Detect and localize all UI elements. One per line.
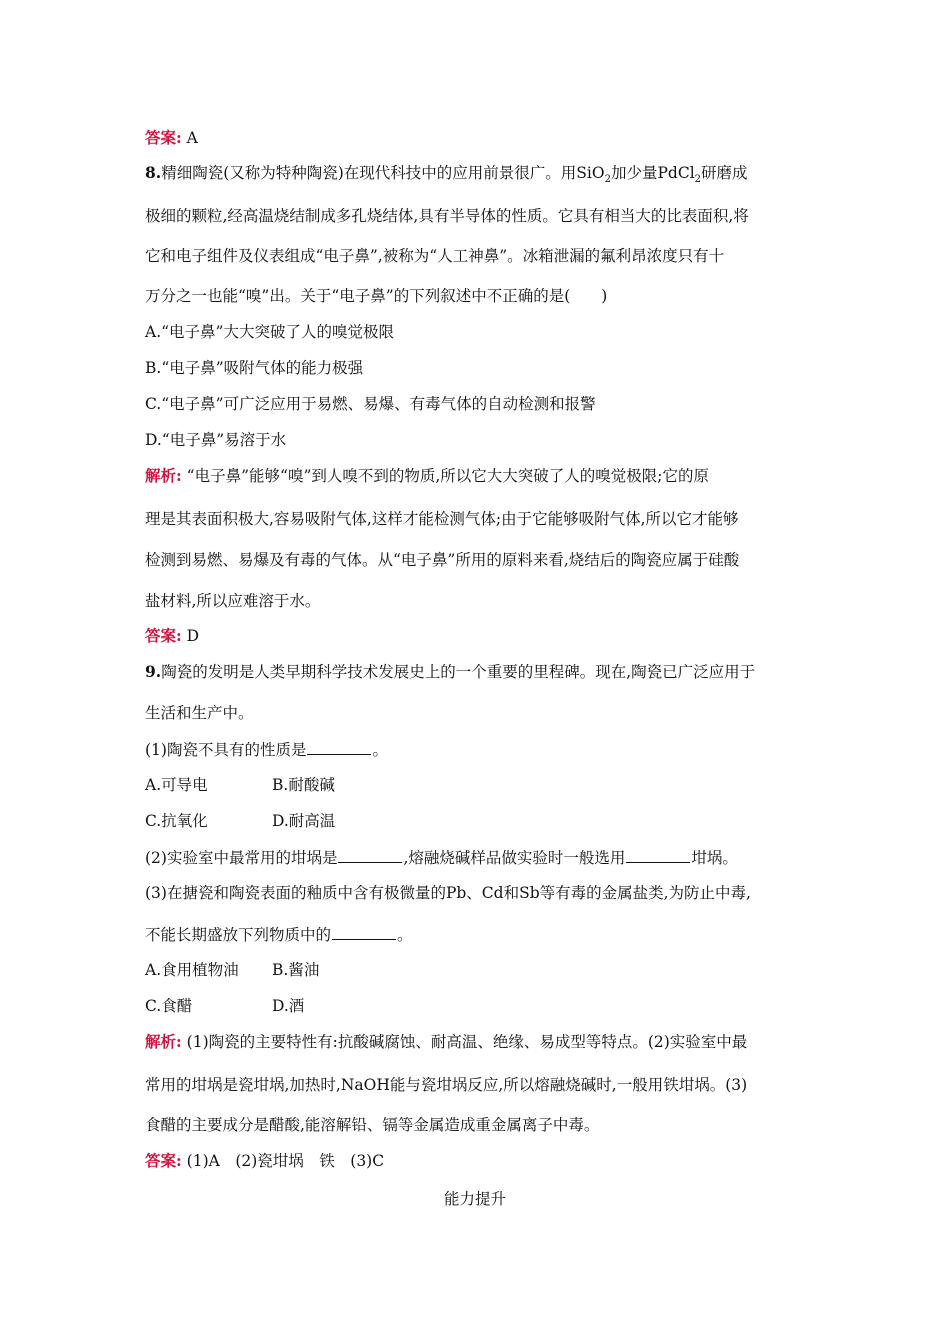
- punctuation: 。: [397, 926, 413, 944]
- analysis-text: “电子鼻”能够“嗅”到人嗅不到的物质,所以它大大突破了人的嗅觉极限;它的原: [186, 467, 710, 485]
- answer-value: (1)A (2)瓷坩埚 铁 (3)C: [186, 1152, 385, 1170]
- part-3-options-row-1: [145, 960, 239, 980]
- answer-blank[interactable]: [626, 847, 690, 863]
- formula-sio2: SiO: [576, 164, 605, 182]
- option-b: B.耐酸碱: [272, 776, 335, 794]
- option-d: D.耐高温: [272, 812, 336, 830]
- analysis-8-line-3: 检测到易燃、易爆及有毒的气体。从“电子鼻”所用的原料来看,烧结后的陶瓷应属于硅酸: [145, 551, 740, 569]
- answer-blank[interactable]: [307, 739, 371, 755]
- option-a: A.“电子鼻”大大突破了人的嗅觉极限: [145, 323, 394, 341]
- analysis-9-line-1: [145, 1032, 747, 1052]
- analysis-label: 解析:: [145, 466, 182, 485]
- question-text: 研磨成: [701, 164, 748, 182]
- answer-9-line: [145, 1151, 384, 1171]
- analysis-8-line-2: 理是其表面积极大,容易吸附气体,这样才能检测气体;由于它能够吸附气体,所以它才能够: [145, 510, 739, 528]
- section-title: 能力提升: [443, 1190, 506, 1208]
- answer-value: D: [186, 627, 200, 645]
- answer-label: 答案:: [145, 1151, 182, 1170]
- answer-label: 答案:: [145, 128, 182, 147]
- question-text: 陶瓷的发明是人类早期科学技术发展史上的一个重要的里程碑。现在,陶瓷已广泛应用于: [161, 663, 756, 681]
- part-1-prompt: [145, 739, 388, 760]
- question-9-line-2: 生活和生产中。: [145, 704, 254, 722]
- option-c: C.食醋: [145, 997, 193, 1015]
- question-number: 8.: [145, 163, 162, 182]
- punctuation: 。: [372, 741, 388, 759]
- subscript: 2: [694, 174, 702, 186]
- option-a: A.食用植物油: [145, 961, 239, 979]
- part-3-prompt-line-1: (3)在搪瓷和陶瓷表面的釉质中含有极微量的Pb、Cd和Sb等有毒的金属盐类,为防止中毒,: [145, 884, 751, 902]
- question-8-line-3: 它和电子组件及仪表组成“电子鼻”,被称为“人工神鼻”。冰箱泄漏的氟利昂浓度只有十: [145, 247, 725, 265]
- answer-8-line: [145, 626, 199, 646]
- question-text: ,熔融烧碱样品做实验时一般选用: [403, 849, 626, 867]
- question-8-line-4: 万分之一也能“嗅”出。关于“电子鼻”的下列叙述中不正确的是( ): [145, 287, 608, 305]
- analysis-text: (1)陶瓷的主要特性有:抗酸碱腐蚀、耐高温、绝缘、易成型等特点。(2)实验室中最: [186, 1033, 748, 1051]
- question-text: (2)实验室中最常用的坩埚是: [145, 849, 338, 867]
- option-d: D.酒: [272, 997, 305, 1015]
- formula-pdcl2: PdCl: [657, 164, 695, 182]
- question-8-line-1: [145, 163, 748, 190]
- answer-value: A: [186, 129, 198, 147]
- question-8-line-2: 极细的颗粒,经高温烧结制成多孔烧结体,具有半导体的性质。它具有相当大的比表面积,将: [145, 207, 749, 225]
- analysis-8-line-1: [145, 466, 709, 486]
- answer-blank[interactable]: [332, 924, 396, 940]
- analysis-label: 解析:: [145, 1032, 182, 1051]
- analysis-8-line-4: 盐材料,所以应难溶于水。: [145, 592, 321, 610]
- part-3-options-row-2: [145, 996, 192, 1016]
- part-1-options-row-2: [145, 811, 208, 831]
- question-text: 不能长期盛放下列物质中的: [145, 926, 332, 944]
- part-2-prompt: [145, 847, 738, 868]
- option-a: A.可导电: [145, 776, 208, 794]
- question-number: 9.: [145, 662, 162, 681]
- question-text: 加少量: [610, 164, 658, 182]
- option-b: B.“电子鼻”吸附气体的能力极强: [145, 359, 364, 377]
- analysis-9-line-2: 常用的坩埚是瓷坩埚,加热时,NaOH能与瓷坩埚反应,所以熔融烧碱时,一般用铁坩埚。(3): [145, 1076, 748, 1094]
- option-c: C.“电子鼻”可广泛应用于易燃、易爆、有毒气体的自动检测和报警: [145, 395, 596, 413]
- answer-blank[interactable]: [338, 847, 402, 863]
- part-3-prompt-line-2: [145, 924, 413, 945]
- option-c: C.抗氧化: [145, 812, 208, 830]
- option-b: B.酱油: [272, 961, 320, 979]
- subscript: 2: [604, 174, 611, 186]
- answer-7-line: [145, 128, 198, 148]
- question-text: (1)陶瓷不具有的性质是: [145, 741, 307, 759]
- analysis-9-line-3: 食醋的主要成分是醋酸,能溶解铅、镉等金属造成重金属离子中毒。: [145, 1116, 600, 1134]
- question-text: 精细陶瓷(又称为特种陶瓷)在现代科技中的应用前景很广。用: [161, 164, 577, 182]
- question-9-line-1: [145, 662, 755, 682]
- answer-label: 答案:: [145, 626, 182, 645]
- part-1-options-row-1: [145, 775, 208, 795]
- option-d: D.“电子鼻”易溶于水: [145, 431, 287, 449]
- question-text: 坩埚。: [691, 849, 738, 867]
